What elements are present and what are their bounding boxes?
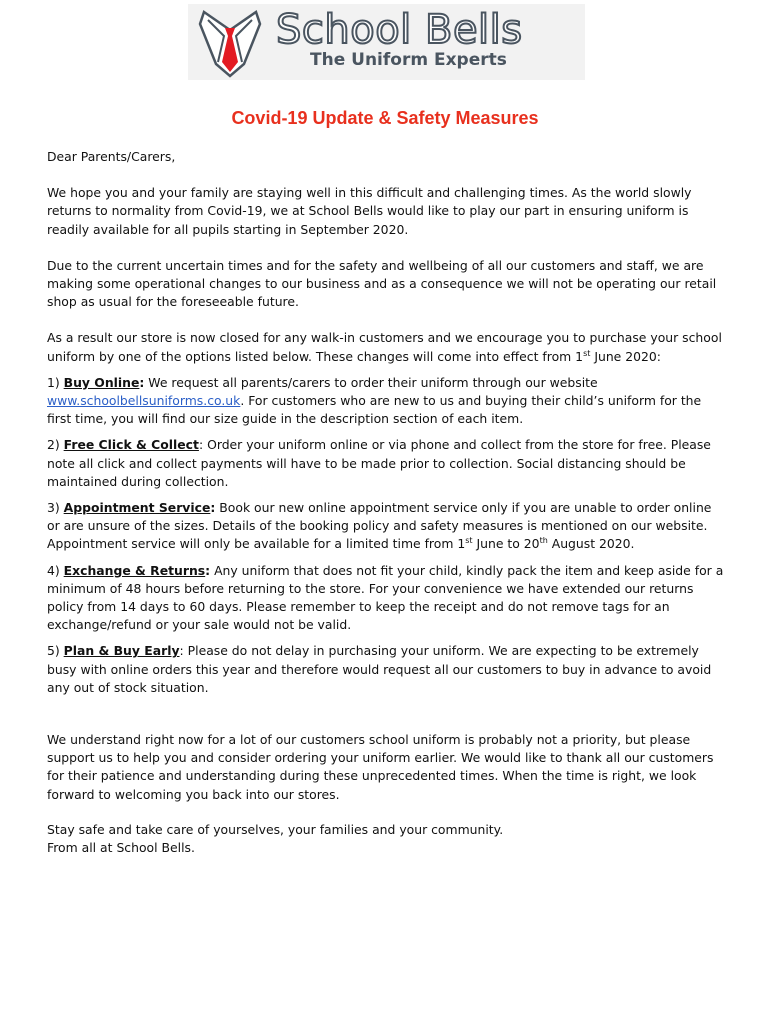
option-plan-buy-early: 5) Plan & Buy Early: Please do not delay in purchasing your uniform. We are expecting to be extremely busy with online orders this year and therefore would request all our customers to buy in advance to avoid any out of stock situation. — [47, 643, 712, 695]
option-buy-online: 1) Buy Online: We request all parents/carers to order their uniform through our website www.schoolbellsuniforms.co.uk. For customers who are new to us and buying their child’s uniform for the first time, you will find our size guide in the description section of each item. — [47, 374, 702, 427]
intro-paragraph-2: Due to the current uncertain times and for the safety and wellbeing of all our customers and staff, we are making some operational changes to our business and as a consequence we will not be operating our retail shop as usual for the foreseeable future. — [47, 257, 717, 310]
option-label: Buy Online — [63, 374, 140, 390]
option-label: Plan & Buy Early — [63, 643, 180, 659]
option-label: Free Click & Collect — [63, 437, 199, 453]
closing-wish: Stay safe and take care of yourselves, your families and your community. — [47, 821, 504, 837]
greeting: Dear Parents/Carers, — [47, 149, 176, 164]
letter-body — [47, 148, 727, 857]
intro-paragraph-3: As a result our store is now closed for any walk-in customers and we encourage you to purchase your school uniform by one of the options listed below. These changes will come into effect from 1st June 2020: — [47, 330, 722, 364]
page-title: Covid-19 Update & Safety Measures — [231, 108, 539, 128]
logo-name: School Bells — [276, 7, 523, 53]
closing-paragraph: We understand right now for a lot of our customers school uniform is probably not a priority, but please support us to help you and consider ordering your uniform earlier. We would like to thank all our customers for their patience and understanding during these unprecedented times. When the time is right, we look forward to welcoming you back into our stores. — [47, 732, 714, 802]
option-appointment: 3) Appointment Service: Book our new online appointment service only if you are unable to order online or are unsure of the sizes. Details of the booking policy and safety measures is mentioned on our website. Appointment service will only be available for a limited time from 1st June to 20th August 2020. — [47, 500, 712, 552]
option-exchange-returns: 4) Exchange & Returns: Any uniform that does not fit your child, kindly pack the item and keep aside for a minimum of 48 hours before returning to the store. For your convenience we have extended our returns policy from 14 days to 60 days. Please remember to keep the receipt and do not remove tags for an exchange/refund or your sale would not be valid. — [47, 562, 724, 633]
option-click-collect: 2) Free Click & Collect: Order your uniform online or via phone and collect from the store for free. Please note all click and collect payments will have to be made prior to collection. Social distancing should be maintained during collection. — [47, 437, 711, 489]
school-bells-logo-icon — [194, 6, 266, 78]
signoff: From all at School Bells. — [47, 840, 195, 856]
option-label: Exchange & Returns — [63, 562, 206, 578]
website-link[interactable]: www.schoolbellsuniforms.co.uk — [47, 393, 241, 409]
intro-paragraph-1: We hope you and your family are staying well in this difficult and challenging times. As the world slowly returns to normality from Covid-19, we at School Bells would like to play our part in ensuring uniform is readily available for all pupils starting in September 2020. — [47, 185, 692, 237]
logo — [188, 4, 585, 80]
option-label: Appointment Service — [63, 500, 211, 516]
logo-tagline: The Uniform Experts — [310, 50, 507, 70]
